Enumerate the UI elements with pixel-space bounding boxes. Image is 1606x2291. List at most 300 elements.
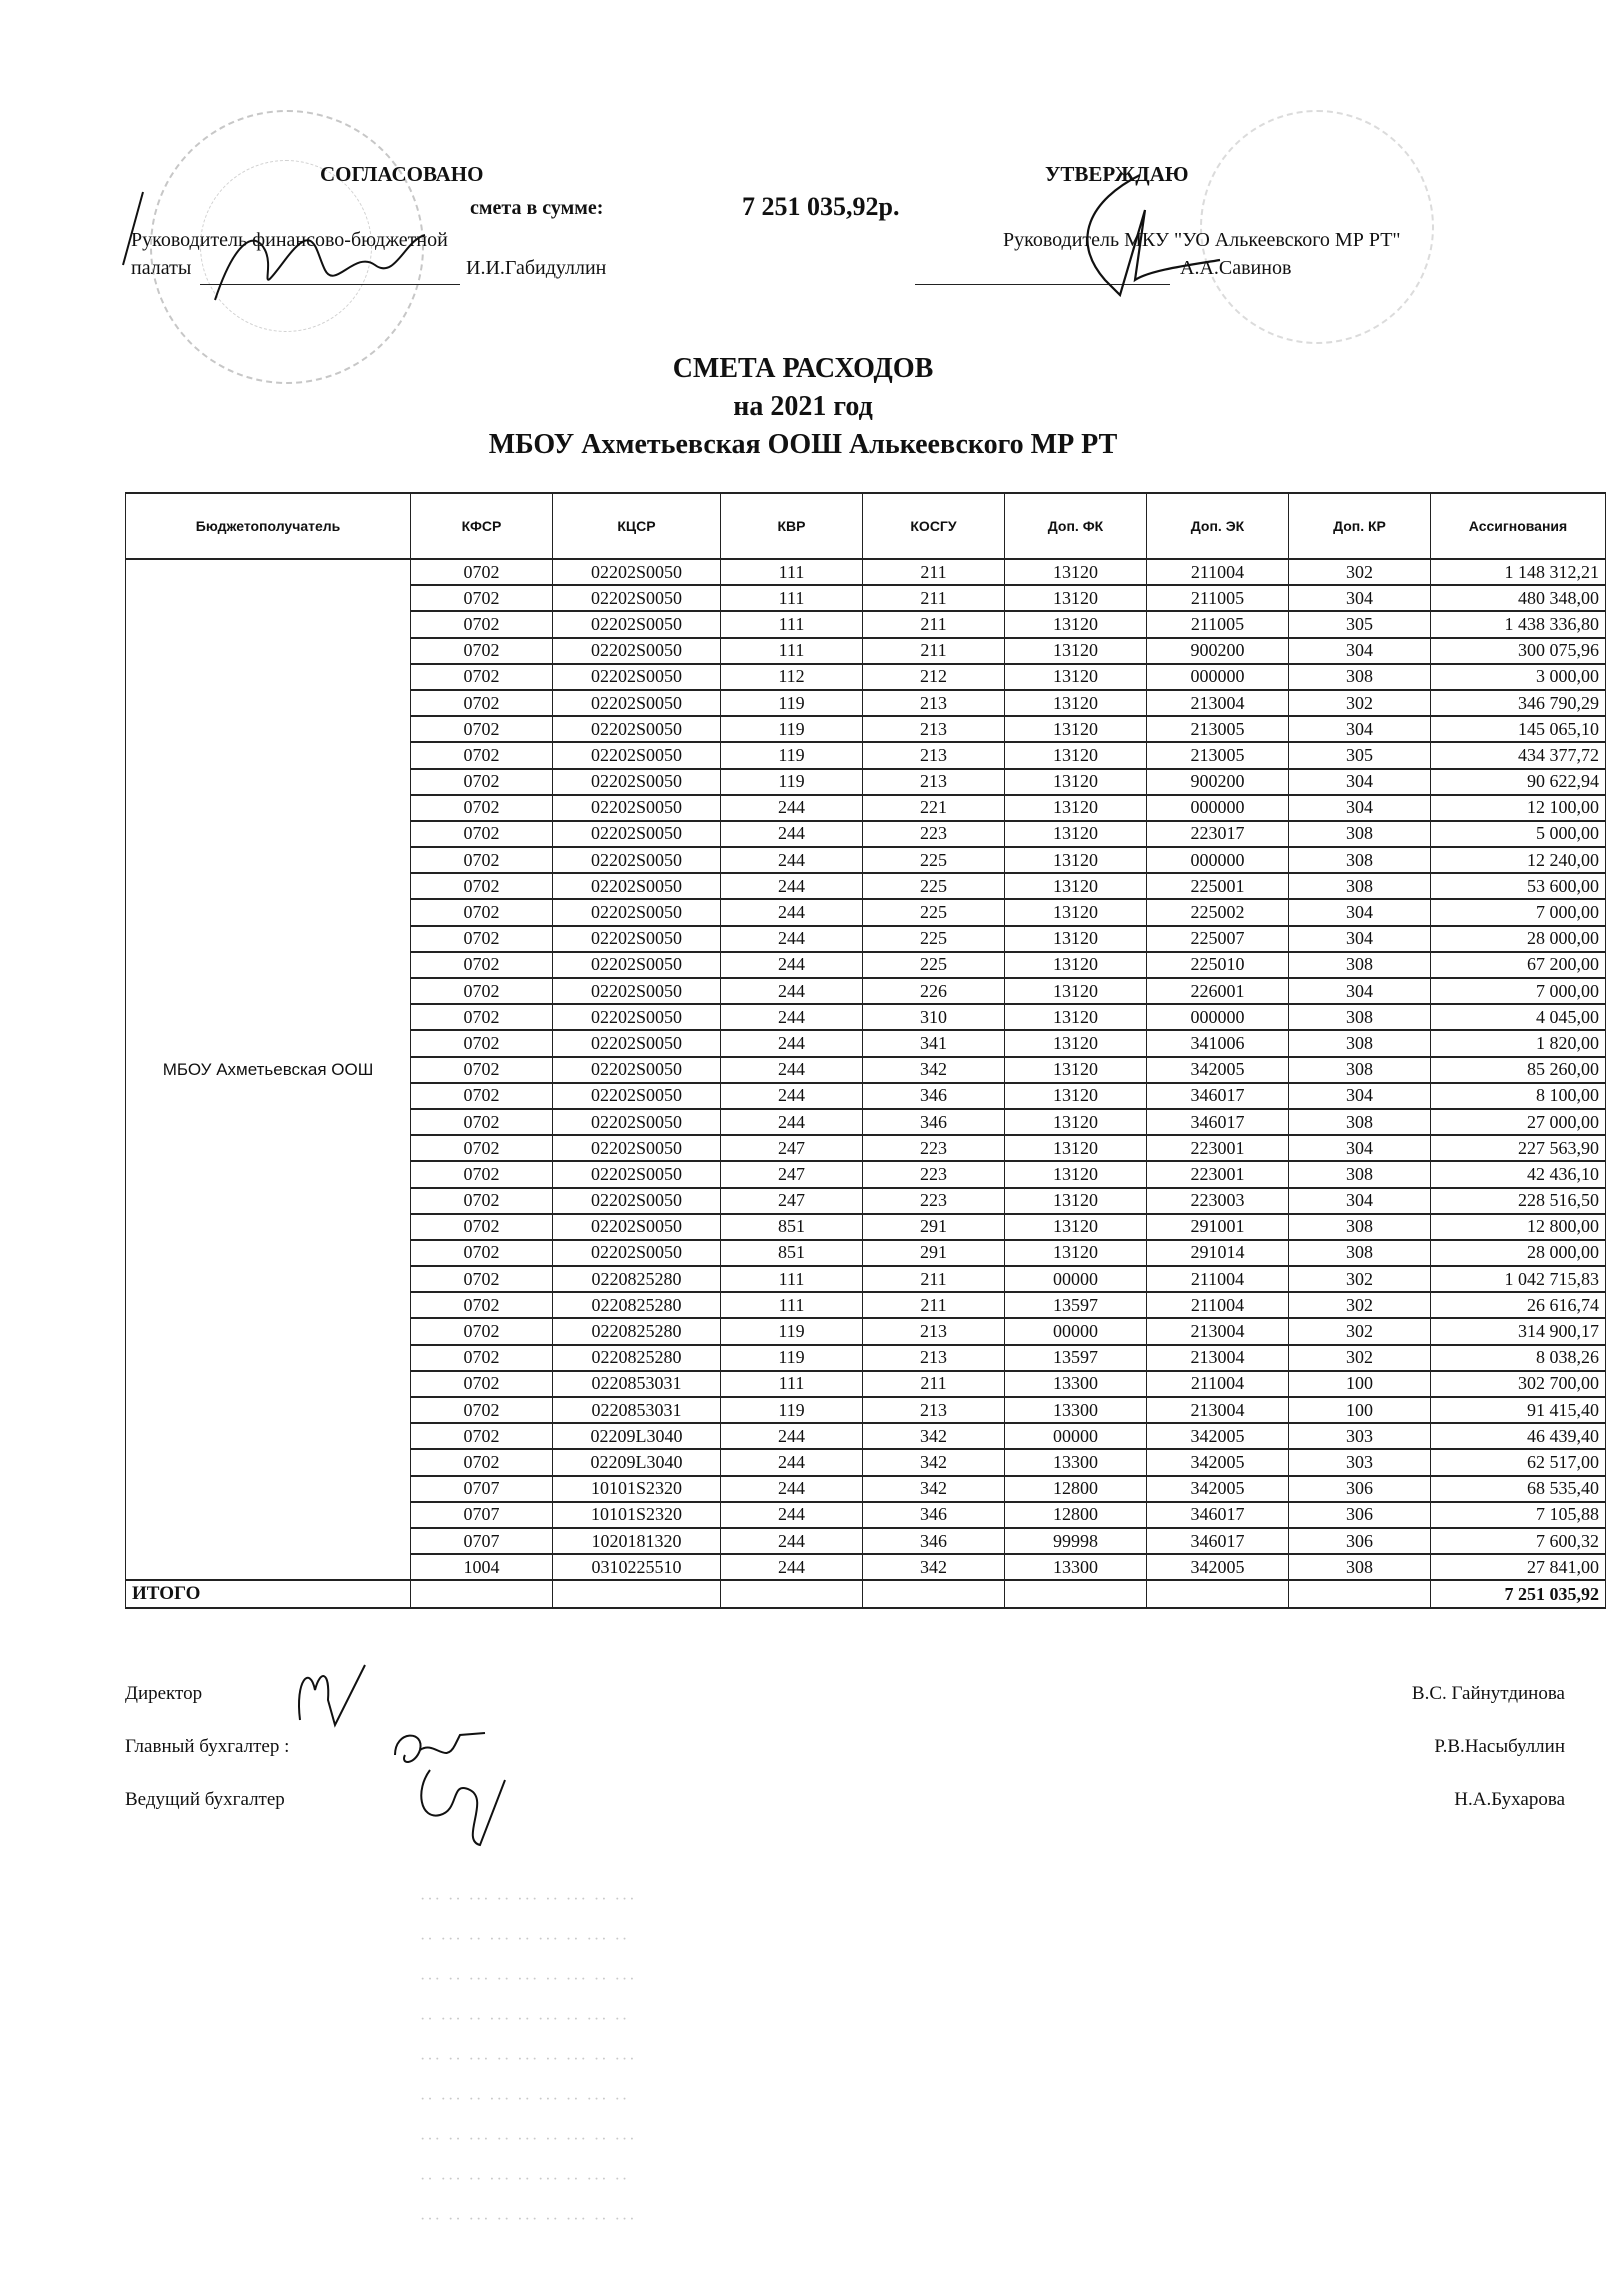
cell-kfsr: 0702 (411, 1371, 553, 1397)
cell-dop-fk: 13120 (1005, 1109, 1147, 1135)
cell-allocation: 7 000,00 (1431, 899, 1606, 925)
cell-dop-fk: 13120 (1005, 1057, 1147, 1083)
cell-kcsr: 0310225510 (553, 1554, 721, 1580)
cell-kvr: 247 (721, 1161, 863, 1187)
cell-kcsr: 10101S2320 (553, 1502, 721, 1528)
cell-dop-kr: 100 (1289, 1397, 1431, 1423)
cell-kcsr: 02202S0050 (553, 585, 721, 611)
cell-dop-ek: 346017 (1147, 1109, 1289, 1135)
cell-kosgu: 213 (863, 690, 1005, 716)
cell-kfsr: 0702 (411, 585, 553, 611)
cell-kosgu: 225 (863, 847, 1005, 873)
cell-kcsr: 02202S0050 (553, 742, 721, 768)
cell-dop-ek: 341006 (1147, 1030, 1289, 1056)
cell-allocation: 346 790,29 (1431, 690, 1606, 716)
cell-allocation: 1 438 336,80 (1431, 611, 1606, 637)
cell-dop-ek: 900200 (1147, 638, 1289, 664)
cell-kcsr: 02209L3040 (553, 1423, 721, 1449)
cell-dop-ek: 225007 (1147, 926, 1289, 952)
signature-name: В.С. Гайнутдинова (1411, 1683, 1565, 1704)
col-header-dop-fk: Доп. ФК (1005, 493, 1147, 559)
signature-role: Главный бухгалтер : (125, 1736, 290, 1757)
cell-dop-ek: 211004 (1147, 1292, 1289, 1318)
cell-kvr: 111 (721, 638, 863, 664)
cell-kfsr: 0707 (411, 1502, 553, 1528)
table-row (126, 559, 1606, 585)
cell-allocation: 62 517,00 (1431, 1449, 1606, 1475)
cell-kcsr: 02202S0050 (553, 769, 721, 795)
cell-dop-fk: 13300 (1005, 1449, 1147, 1475)
cell-dop-kr: 302 (1289, 690, 1431, 716)
cell-kcsr: 0220825280 (553, 1266, 721, 1292)
cell-kvr: 244 (721, 1502, 863, 1528)
cell-kvr: 244 (721, 795, 863, 821)
cell-dop-fk: 00000 (1005, 1266, 1147, 1292)
cell-kcsr: 0220825280 (553, 1292, 721, 1318)
cell-allocation: 68 535,40 (1431, 1476, 1606, 1502)
cell-dop-ek: 226001 (1147, 978, 1289, 1004)
table-total-row (126, 1580, 1606, 1608)
cell-kosgu: 342 (863, 1449, 1005, 1475)
cell-kosgu: 225 (863, 926, 1005, 952)
approval-left-position: Руководитель финансово-бюджетной (131, 229, 448, 251)
cell-kvr: 244 (721, 952, 863, 978)
cell-kcsr: 02202S0050 (553, 1083, 721, 1109)
cell-kcsr: 02202S0050 (553, 690, 721, 716)
cell-kfsr: 0702 (411, 1161, 553, 1187)
approval-right-position: Руководитель МКУ "УО Алькеевского МР РТ" (1003, 229, 1401, 251)
cell-dop-kr: 304 (1289, 1135, 1431, 1161)
cell-allocation: 302 700,00 (1431, 1371, 1606, 1397)
cell-kcsr: 02202S0050 (553, 1188, 721, 1214)
cell-kcsr: 02202S0050 (553, 1135, 721, 1161)
signature-role: Директор (125, 1683, 203, 1704)
cell-dop-kr: 304 (1289, 899, 1431, 925)
cell-kfsr: 0702 (411, 1188, 553, 1214)
cell-dop-kr: 308 (1289, 873, 1431, 899)
cell-kosgu: 310 (863, 1004, 1005, 1030)
cell-kvr: 247 (721, 1188, 863, 1214)
cell-dop-ek: 213005 (1147, 716, 1289, 742)
cell-kosgu: 341 (863, 1030, 1005, 1056)
cell-allocation: 53 600,00 (1431, 873, 1606, 899)
approval-left-heading: СОГЛАСОВАНО (320, 162, 484, 186)
cell-dop-fk: 13120 (1005, 1135, 1147, 1161)
budget-table (125, 492, 1606, 1609)
cell-dop-fk: 13300 (1005, 1554, 1147, 1580)
cell-kosgu: 213 (863, 1345, 1005, 1371)
cell-dop-fk: 13300 (1005, 1397, 1147, 1423)
cell-dop-kr: 308 (1289, 1004, 1431, 1030)
cell-kvr: 119 (721, 1397, 863, 1423)
cell-kosgu: 213 (863, 716, 1005, 742)
cell-dop-fk: 99998 (1005, 1528, 1147, 1554)
cell-kvr: 244 (721, 1109, 863, 1135)
cell-dop-fk: 13120 (1005, 611, 1147, 637)
cell-kcsr: 02202S0050 (553, 926, 721, 952)
signature-right-icon (1050, 170, 1230, 300)
cell-kosgu: 346 (863, 1109, 1005, 1135)
cell-kfsr: 0702 (411, 1345, 553, 1371)
cell-kosgu: 211 (863, 1371, 1005, 1397)
official-stamp-right (1200, 110, 1434, 344)
cell-kcsr: 02202S0050 (553, 1057, 721, 1083)
cell-allocation: 1 148 312,21 (1431, 559, 1606, 585)
cell-dop-ek: 342005 (1147, 1554, 1289, 1580)
cell-kosgu: 342 (863, 1476, 1005, 1502)
cell-dop-fk: 13120 (1005, 1030, 1147, 1056)
cell-kfsr: 0702 (411, 638, 553, 664)
cell-dop-kr: 302 (1289, 1266, 1431, 1292)
cell-dop-ek: 225001 (1147, 873, 1289, 899)
cell-kfsr: 0702 (411, 1449, 553, 1475)
cell-dop-fk: 13120 (1005, 638, 1147, 664)
total-label: ИТОГО (126, 1580, 411, 1608)
cell-kfsr: 0702 (411, 1135, 553, 1161)
cell-kvr: 244 (721, 899, 863, 925)
cell-kvr: 119 (721, 1345, 863, 1371)
cell-kcsr: 0220825280 (553, 1318, 721, 1344)
cell-kosgu: 342 (863, 1057, 1005, 1083)
cell-dop-kr: 308 (1289, 1214, 1431, 1240)
cell-kvr: 247 (721, 1135, 863, 1161)
cell-kvr: 111 (721, 559, 863, 585)
cell-dop-ek: 225010 (1147, 952, 1289, 978)
cell-kosgu: 342 (863, 1554, 1005, 1580)
cell-dop-ek: 000000 (1147, 847, 1289, 873)
cell-dop-fk: 13120 (1005, 847, 1147, 873)
cell-kosgu: 213 (863, 1397, 1005, 1423)
cell-kfsr: 1004 (411, 1554, 553, 1580)
cell-kfsr: 0702 (411, 1057, 553, 1083)
cell-kosgu: 211 (863, 638, 1005, 664)
cell-kfsr: 0702 (411, 926, 553, 952)
cell-dop-ek: 900200 (1147, 769, 1289, 795)
document-year: на 2021 год (733, 391, 873, 422)
cell-allocation: 28 000,00 (1431, 1240, 1606, 1266)
cell-dop-kr: 100 (1289, 1371, 1431, 1397)
cell-allocation: 90 622,94 (1431, 769, 1606, 795)
cell-kvr: 851 (721, 1240, 863, 1266)
cell-kfsr: 0702 (411, 559, 553, 585)
approval-sum-label: смета в сумме: (470, 197, 604, 219)
cell-dop-fk: 13120 (1005, 926, 1147, 952)
cell-kfsr: 0707 (411, 1528, 553, 1554)
cell-kfsr: 0702 (411, 690, 553, 716)
cell-kvr: 244 (721, 821, 863, 847)
cell-kvr: 244 (721, 1476, 863, 1502)
cell-allocation: 3 000,00 (1431, 664, 1606, 690)
col-header-dop-kr: Доп. КР (1289, 493, 1431, 559)
cell-kcsr: 0220825280 (553, 1345, 721, 1371)
cell-kcsr: 02202S0050 (553, 1030, 721, 1056)
cell-kcsr: 02202S0050 (553, 821, 721, 847)
cell-kcsr: 0220853031 (553, 1397, 721, 1423)
cell-kosgu: 223 (863, 1161, 1005, 1187)
cell-dop-fk: 13120 (1005, 1161, 1147, 1187)
approval-right-name: А.А.Савинов (1180, 257, 1292, 279)
approval-left-name: И.И.Габидуллин (466, 257, 607, 279)
cell-kosgu: 223 (863, 1135, 1005, 1161)
cell-dop-kr: 308 (1289, 952, 1431, 978)
institution-name: МБОУ Ахметьевская ООШ Алькеевского МР РТ (488, 429, 1118, 460)
cell-allocation: 1 820,00 (1431, 1030, 1606, 1056)
cell-kosgu: 213 (863, 1318, 1005, 1344)
cell-dop-fk: 13120 (1005, 821, 1147, 847)
cell-kvr: 244 (721, 1030, 863, 1056)
cell-allocation: 1 042 715,83 (1431, 1266, 1606, 1292)
cell-kcsr: 02202S0050 (553, 795, 721, 821)
cell-allocation: 67 200,00 (1431, 952, 1606, 978)
cell-dop-ek: 223003 (1147, 1188, 1289, 1214)
cell-dop-fk: 12800 (1005, 1476, 1147, 1502)
cell-dop-ek: 000000 (1147, 664, 1289, 690)
cell-dop-fk: 13120 (1005, 795, 1147, 821)
cell-kcsr: 02202S0050 (553, 664, 721, 690)
cell-dop-fk: 13120 (1005, 716, 1147, 742)
signature-director-icon (290, 1660, 370, 1730)
cell-allocation: 46 439,40 (1431, 1423, 1606, 1449)
cell-allocation: 85 260,00 (1431, 1057, 1606, 1083)
cell-kosgu: 213 (863, 742, 1005, 768)
cell-kfsr: 0702 (411, 847, 553, 873)
total-empty-cell (721, 1580, 863, 1608)
cell-recipient: МБОУ Ахметьевская ООШ (126, 559, 411, 1580)
cell-kfsr: 0702 (411, 1004, 553, 1030)
cell-kcsr: 1020181320 (553, 1528, 721, 1554)
total-empty-cell (553, 1580, 721, 1608)
cell-dop-kr: 308 (1289, 847, 1431, 873)
cell-allocation: 434 377,72 (1431, 742, 1606, 768)
cell-dop-ek: 223017 (1147, 821, 1289, 847)
cell-dop-ek: 211004 (1147, 1371, 1289, 1397)
cell-dop-kr: 303 (1289, 1423, 1431, 1449)
cell-kosgu: 291 (863, 1240, 1005, 1266)
cell-kcsr: 02202S0050 (553, 611, 721, 637)
cell-dop-ek: 342005 (1147, 1057, 1289, 1083)
cell-kfsr: 0702 (411, 1109, 553, 1135)
cell-kvr: 244 (721, 1528, 863, 1554)
cell-allocation: 12 800,00 (1431, 1214, 1606, 1240)
total-value: 7 251 035,92 (1431, 1580, 1606, 1608)
cell-dop-kr: 304 (1289, 638, 1431, 664)
cell-allocation: 8 038,26 (1431, 1345, 1606, 1371)
cell-dop-kr: 304 (1289, 926, 1431, 952)
cell-kvr: 119 (721, 690, 863, 716)
cell-kosgu: 223 (863, 1188, 1005, 1214)
cell-allocation: 42 436,10 (1431, 1161, 1606, 1187)
signature-tick-icon (118, 190, 148, 270)
cell-kvr: 244 (721, 1554, 863, 1580)
document-title: СМЕТА РАСХОДОВ (672, 353, 934, 384)
cell-kcsr: 02202S0050 (553, 978, 721, 1004)
col-header-allocation: Ассигнования (1431, 493, 1606, 559)
cell-kcsr: 02202S0050 (553, 1240, 721, 1266)
cell-dop-fk: 13120 (1005, 1214, 1147, 1240)
cell-kosgu: 346 (863, 1528, 1005, 1554)
cell-dop-fk: 13120 (1005, 1240, 1147, 1266)
cell-dop-ek: 213004 (1147, 690, 1289, 716)
cell-kfsr: 0702 (411, 769, 553, 795)
cell-kvr: 119 (721, 742, 863, 768)
cell-dop-kr: 305 (1289, 742, 1431, 768)
cell-kvr: 112 (721, 664, 863, 690)
cell-dop-ek: 213004 (1147, 1397, 1289, 1423)
total-empty-cell (1289, 1580, 1431, 1608)
cell-kcsr: 02202S0050 (553, 559, 721, 585)
cell-dop-kr: 304 (1289, 1083, 1431, 1109)
cell-allocation: 26 616,74 (1431, 1292, 1606, 1318)
signature-name: Н.А.Бухарова (1454, 1789, 1565, 1810)
cell-kosgu: 213 (863, 769, 1005, 795)
cell-dop-kr: 304 (1289, 769, 1431, 795)
total-empty-cell (1005, 1580, 1147, 1608)
signature-role: Ведущий бухгалтер (125, 1789, 285, 1810)
col-header-dop-ek: Доп. ЭК (1147, 493, 1289, 559)
cell-kosgu: 221 (863, 795, 1005, 821)
cell-kfsr: 0702 (411, 978, 553, 1004)
cell-dop-fk: 13120 (1005, 952, 1147, 978)
cell-allocation: 227 563,90 (1431, 1135, 1606, 1161)
cell-kosgu: 226 (863, 978, 1005, 1004)
cell-kosgu: 211 (863, 1292, 1005, 1318)
cell-dop-fk: 13597 (1005, 1345, 1147, 1371)
cell-kfsr: 0702 (411, 1214, 553, 1240)
cell-dop-ek: 213004 (1147, 1318, 1289, 1344)
cell-kvr: 851 (721, 1214, 863, 1240)
cell-kvr: 244 (721, 978, 863, 1004)
cell-kfsr: 0702 (411, 795, 553, 821)
cell-kfsr: 0702 (411, 1240, 553, 1266)
cell-dop-fk: 13120 (1005, 899, 1147, 925)
cell-kvr: 111 (721, 1266, 863, 1292)
col-header-kfsr: КФСР (411, 493, 553, 559)
cell-dop-ek: 346017 (1147, 1528, 1289, 1554)
cell-kfsr: 0702 (411, 611, 553, 637)
cell-dop-kr: 308 (1289, 1057, 1431, 1083)
cell-allocation: 5 000,00 (1431, 821, 1606, 847)
col-header-recipient: Бюджетополучатель (126, 493, 411, 559)
cell-dop-kr: 304 (1289, 978, 1431, 1004)
cell-kvr: 244 (721, 926, 863, 952)
cell-allocation: 27 000,00 (1431, 1109, 1606, 1135)
cell-kcsr: 02202S0050 (553, 1214, 721, 1240)
cell-dop-ek: 211005 (1147, 611, 1289, 637)
approval-right-heading: УТВЕРЖДАЮ (1045, 162, 1189, 186)
cell-dop-kr: 304 (1289, 795, 1431, 821)
cell-dop-kr: 308 (1289, 1240, 1431, 1266)
cell-dop-kr: 302 (1289, 1318, 1431, 1344)
cell-dop-kr: 306 (1289, 1502, 1431, 1528)
cell-dop-ek: 211004 (1147, 1266, 1289, 1292)
cell-kfsr: 0702 (411, 1318, 553, 1344)
cell-dop-kr: 304 (1289, 716, 1431, 742)
cell-kcsr: 0220853031 (553, 1371, 721, 1397)
cell-kfsr: 0702 (411, 821, 553, 847)
cell-kfsr: 0702 (411, 716, 553, 742)
cell-dop-ek: 342005 (1147, 1449, 1289, 1475)
cell-dop-ek: 000000 (1147, 1004, 1289, 1030)
total-empty-cell (1147, 1580, 1289, 1608)
cell-kcsr: 02202S0050 (553, 1161, 721, 1187)
cell-dop-fk: 13120 (1005, 1083, 1147, 1109)
cell-kfsr: 0702 (411, 742, 553, 768)
cell-kvr: 244 (721, 873, 863, 899)
cell-kfsr: 0702 (411, 1083, 553, 1109)
cell-kosgu: 212 (863, 664, 1005, 690)
cell-dop-ek: 211005 (1147, 585, 1289, 611)
cell-dop-kr: 308 (1289, 1030, 1431, 1056)
cell-dop-ek: 000000 (1147, 795, 1289, 821)
cell-dop-ek: 346017 (1147, 1083, 1289, 1109)
cell-kcsr: 10101S2320 (553, 1476, 721, 1502)
cell-allocation: 4 045,00 (1431, 1004, 1606, 1030)
cell-dop-ek: 223001 (1147, 1161, 1289, 1187)
cell-kosgu: 211 (863, 585, 1005, 611)
cell-dop-fk: 13120 (1005, 873, 1147, 899)
cell-kfsr: 0702 (411, 899, 553, 925)
cell-kfsr: 0702 (411, 1397, 553, 1423)
cell-kvr: 244 (721, 1449, 863, 1475)
cell-dop-kr: 308 (1289, 1554, 1431, 1580)
cell-kcsr: 02202S0050 (553, 1004, 721, 1030)
cell-dop-kr: 305 (1289, 611, 1431, 637)
cell-kcsr: 02202S0050 (553, 847, 721, 873)
cell-kcsr: 02202S0050 (553, 873, 721, 899)
cell-kosgu: 342 (863, 1423, 1005, 1449)
cell-allocation: 12 240,00 (1431, 847, 1606, 873)
cell-dop-ek: 225002 (1147, 899, 1289, 925)
cell-dop-ek: 213004 (1147, 1345, 1289, 1371)
col-header-kvr: КВР (721, 493, 863, 559)
cell-kvr: 119 (721, 716, 863, 742)
cell-dop-fk: 13120 (1005, 690, 1147, 716)
cell-dop-fk: 00000 (1005, 1423, 1147, 1449)
cell-kvr: 111 (721, 1371, 863, 1397)
cell-kosgu: 346 (863, 1502, 1005, 1528)
cell-kosgu: 211 (863, 559, 1005, 585)
cell-dop-kr: 302 (1289, 559, 1431, 585)
total-empty-cell (863, 1580, 1005, 1608)
cell-kvr: 119 (721, 769, 863, 795)
cell-allocation: 8 100,00 (1431, 1083, 1606, 1109)
cell-dop-kr: 308 (1289, 821, 1431, 847)
cell-dop-fk: 13120 (1005, 1004, 1147, 1030)
signature-lead-accountant-icon (410, 1760, 520, 1850)
cell-dop-fk: 13120 (1005, 585, 1147, 611)
cell-kvr: 111 (721, 585, 863, 611)
cell-dop-kr: 303 (1289, 1449, 1431, 1475)
cell-dop-kr: 304 (1289, 585, 1431, 611)
cell-dop-fk: 13597 (1005, 1292, 1147, 1318)
cell-dop-kr: 308 (1289, 1161, 1431, 1187)
cell-kcsr: 02202S0050 (553, 899, 721, 925)
cell-allocation: 314 900,17 (1431, 1318, 1606, 1344)
signature-name: Р.В.Насыбуллин (1434, 1736, 1565, 1757)
cell-dop-kr: 306 (1289, 1476, 1431, 1502)
cell-dop-kr: 306 (1289, 1528, 1431, 1554)
cell-kcsr: 02209L3040 (553, 1449, 721, 1475)
cell-kvr: 119 (721, 1318, 863, 1344)
cell-allocation: 91 415,40 (1431, 1397, 1606, 1423)
cell-dop-fk: 00000 (1005, 1318, 1147, 1344)
cell-kvr: 244 (721, 1004, 863, 1030)
cell-allocation: 7 000,00 (1431, 978, 1606, 1004)
cell-dop-kr: 308 (1289, 1109, 1431, 1135)
cell-kosgu: 225 (863, 873, 1005, 899)
cell-kvr: 111 (721, 1292, 863, 1318)
cell-allocation: 300 075,96 (1431, 638, 1606, 664)
